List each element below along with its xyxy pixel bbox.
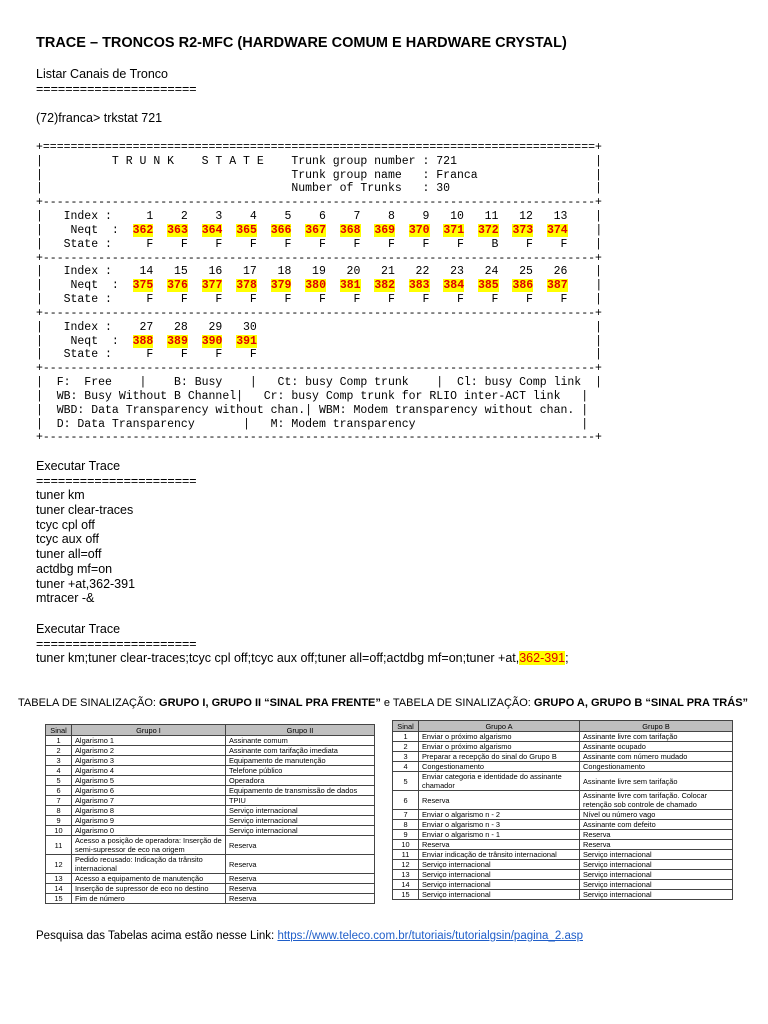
- column-header: Sinal: [46, 725, 72, 736]
- signal-meaning: Reserva: [226, 836, 375, 855]
- signal-number: 10: [46, 826, 72, 836]
- signal-meaning: Pedido recusado: Indicação da trânsito internacional: [72, 855, 226, 874]
- table-row: [46, 874, 375, 884]
- signal-meaning: Assinante livre com tarifação. Colocar retenção sob controle de chamado: [580, 791, 733, 810]
- signal-meaning: Algarismo 6: [72, 786, 226, 796]
- neqt-value: 371: [443, 223, 465, 237]
- neqt-value: 369: [374, 223, 396, 237]
- list-trunk-section: [36, 67, 197, 96]
- neqt-value: 385: [477, 279, 499, 293]
- signal-meaning: Serviço internacional: [580, 870, 733, 880]
- signal-meaning: Equipamento de transmissão de dados: [226, 786, 375, 796]
- table-row: [46, 836, 375, 855]
- signal-meaning: Algarismo 0: [72, 826, 226, 836]
- signal-meaning: Enviar o algarismo n - 2: [419, 810, 580, 820]
- neqt-value: 375: [132, 279, 154, 293]
- signal-meaning: Enviar o próximo algarismo: [419, 732, 580, 742]
- table-row: [46, 884, 375, 894]
- table-row: [46, 894, 375, 904]
- execute-trace-section: [36, 459, 197, 606]
- signal-number: 11: [393, 850, 419, 860]
- page-title: TRACE – TRONCOS R2-MFC (HARDWARE COMUM E HARDWARE CRYSTAL): [36, 35, 567, 51]
- neqt-value: 381: [339, 279, 361, 293]
- table-row: [46, 766, 375, 776]
- neqt-value: 380: [305, 279, 326, 293]
- signal-number: 15: [393, 890, 419, 900]
- table-header-row: [393, 721, 733, 732]
- signal-meaning: Assinante com número mudado: [580, 752, 733, 762]
- signal-meaning: Enviar o próximo algarismo: [419, 742, 580, 752]
- signal-meaning: Equipamento de manutenção: [226, 756, 375, 766]
- signal-meaning: Serviço internacional: [580, 890, 733, 900]
- signal-number: 11: [46, 836, 72, 855]
- signal-meaning: Assinante ocupado: [580, 742, 733, 752]
- column-header: Grupo A: [419, 721, 580, 732]
- neqt-value: 374: [547, 223, 568, 237]
- table-row: [393, 791, 733, 810]
- signal-number: 5: [393, 772, 419, 791]
- signal-number: 9: [46, 816, 72, 826]
- trace-command: tuner km: [36, 488, 85, 503]
- signal-meaning: Reserva: [580, 830, 733, 840]
- trace-command: tuner all=off: [36, 547, 102, 562]
- signal-meaning: Preparar a recepção do sinal do Grupo B: [419, 752, 580, 762]
- signal-meaning: Assinante comum: [226, 736, 375, 746]
- table-row: [46, 855, 375, 874]
- section-heading: Executar Trace: [36, 459, 121, 473]
- signal-number: 9: [393, 830, 419, 840]
- signal-meaning: Serviço internacional: [419, 890, 580, 900]
- signal-number: 5: [46, 776, 72, 786]
- table-row: [393, 870, 733, 880]
- signal-meaning: Assinante livre com tarifação: [580, 732, 733, 742]
- section-rule: ======================: [36, 81, 197, 96]
- neqt-value: 372: [477, 223, 499, 237]
- signal-meaning: Reserva: [226, 874, 375, 884]
- signal-number: 12: [393, 860, 419, 870]
- signal-number: 1: [393, 732, 419, 742]
- signal-meaning: Algarismo 7: [72, 796, 226, 806]
- signal-meaning: Reserva: [226, 884, 375, 894]
- signal-meaning: Operadora: [226, 776, 375, 786]
- signal-meaning: Fim de número: [72, 894, 226, 904]
- signal-meaning: Assinante livre sem tarifação: [580, 772, 733, 791]
- signal-meaning: Enviar o algarismo n - 1: [419, 830, 580, 840]
- signal-meaning: Serviço internacional: [419, 880, 580, 890]
- signal-meaning: TPIU: [226, 796, 375, 806]
- neqt-value: 390: [201, 334, 223, 348]
- section-heading: Executar Trace: [36, 622, 121, 636]
- table-row: [46, 826, 375, 836]
- neqt-value: 367: [305, 223, 326, 237]
- signaling-heading: TABELA DE SINALIZAÇÃO: GRUPO I, GRUPO II “SINAL PRA FRENTE” e TABELA DE SINALIZAÇÃO: GRUPO A, GRUPO B “SINAL PRA TRÁS”: [18, 697, 749, 709]
- column-header: Sinal: [393, 721, 419, 732]
- signal-number: 8: [46, 806, 72, 816]
- signal-meaning: Serviço internacional: [226, 806, 375, 816]
- table-row: [393, 860, 733, 870]
- neqt-value: 384: [443, 279, 465, 293]
- reference-link[interactable]: https://www.teleco.com.br/tutoriais/tutorialgsin/pagina_2.asp: [277, 930, 583, 942]
- trace-command: actdbg mf=on: [36, 561, 113, 576]
- signal-number: 14: [393, 880, 419, 890]
- table-row: [393, 890, 733, 900]
- neqt-value: 377: [201, 279, 223, 293]
- table-row: [46, 796, 375, 806]
- table-row: [393, 840, 733, 850]
- table-row: [393, 850, 733, 860]
- neqt-value: 373: [512, 223, 534, 237]
- neqt-value: 389: [167, 334, 188, 348]
- neqt-value: 365: [236, 223, 257, 237]
- oneline-command: tuner km;tuner clear-traces;tcyc cpl off;tcyc aux off;tuner all=off;actdbg mf=on;tuner +at,362-391;: [36, 651, 569, 666]
- neqt-value: 382: [374, 279, 396, 293]
- signal-meaning: Reserva: [226, 894, 375, 904]
- signal-meaning: Serviço internacional: [419, 860, 580, 870]
- table-header-row: [46, 725, 375, 736]
- signal-number: 8: [393, 820, 419, 830]
- neqt-value: 368: [339, 223, 361, 237]
- signal-meaning: Inserção de supressor de eco no destino: [72, 884, 226, 894]
- section-rule: ======================: [36, 473, 197, 488]
- trkstat-command: (72)franca> trkstat 721: [36, 111, 163, 125]
- signal-meaning: Algarismo 1: [72, 736, 226, 746]
- signal-number: 2: [393, 742, 419, 752]
- signal-number: 14: [46, 884, 72, 894]
- signal-meaning: Congestionamento: [419, 762, 580, 772]
- signal-number: 4: [46, 766, 72, 776]
- trace-command: tcyc cpl off: [36, 517, 95, 532]
- trace-command: tuner +at,362-391: [36, 576, 136, 591]
- table-row: [46, 786, 375, 796]
- signal-number: 12: [46, 855, 72, 874]
- signal-meaning: Reserva: [580, 840, 733, 850]
- highlighted-range: 362-391: [519, 651, 566, 666]
- signal-number: 2: [46, 746, 72, 756]
- table-row: [393, 820, 733, 830]
- table-row: [393, 732, 733, 742]
- signal-meaning: Algarismo 8: [72, 806, 226, 816]
- neqt-value: 386: [512, 279, 534, 293]
- column-header: Grupo I: [72, 725, 226, 736]
- table-row: [393, 810, 733, 820]
- signal-meaning: Serviço internacional: [226, 816, 375, 826]
- neqt-value: 391: [236, 334, 257, 348]
- footer-reference: Pesquisa das Tabelas acima estão nesse Link: https://www.teleco.com.br/tutoriais/tutorialgsin/pagina_2.asp: [36, 930, 583, 942]
- signal-number: 13: [393, 870, 419, 880]
- signal-meaning: Congestionamento: [580, 762, 733, 772]
- signal-meaning: Algarismo 9: [72, 816, 226, 826]
- signal-meaning: Algarismo 2: [72, 746, 226, 756]
- signal-meaning: Telefone público: [226, 766, 375, 776]
- table-row: [46, 736, 375, 746]
- signal-meaning: Assinante com tarifação imediata: [226, 746, 375, 756]
- neqt-value: 366: [270, 223, 292, 237]
- signal-meaning: Algarismo 3: [72, 756, 226, 766]
- signal-number: 6: [393, 791, 419, 810]
- signal-meaning: Acesso a posição de operadora: Inserção de semi-supressor de eco na origem: [72, 836, 226, 855]
- column-header: Grupo II: [226, 725, 375, 736]
- execute-trace-oneline-section: [36, 622, 569, 666]
- neqt-value: 370: [408, 223, 430, 237]
- trunk-state-table: +================================================================================+ | T R U N K S T A T E Trunk group number : 721 | | Trunk group name : Franca | | Number of Trunks : 30 | +--------------------------------------------------------------------------------+ | Index : 1 2 3 4 5 6 7 8 9 10 11 12 13 | | Neqt : 362 363 364 365 366 367 368 369 370 371 372 373 374 | | State : F F F F F F F F F F B F F | +--------------------------------------------------------------------------------+ | Index : 14 15 16 17 18 19 20 21 22 23 24 25 26 | | Neqt : 375 376 377 378 379 380 381 382 383 384 385 386 387 | | State : F F F F F F F F F F F F F | +--------------------------------------------------------------------------------+ | Index : 27 28 29 30 | | Neqt : 388 389 390 391 | | State : F F F F | +--------------------------------------------------------------------------------+ | F: Free | B: Busy | Ct: busy Comp trunk | Cl: busy Comp link | | WB: Busy Without B Channel| Cr: busy Comp trunk for RLIO inter-ACT link | | WBD: Data Transparency without chan.| WBM: Modem transparency without chan. | | D: Data Transparency | M: Modem transparency | +--------------------------------------------------------------------------------+: [36, 141, 603, 445]
- signal-meaning: Reserva: [419, 840, 580, 850]
- neqt-value: 362: [132, 223, 154, 237]
- signal-meaning: Enviar indicação de trânsito internacional: [419, 850, 580, 860]
- signal-meaning: Algarismo 4: [72, 766, 226, 776]
- table-row: [46, 816, 375, 826]
- signal-meaning: Serviço internacional: [580, 880, 733, 890]
- trace-command: mtracer -&: [36, 591, 95, 606]
- signal-number: 10: [393, 840, 419, 850]
- signal-meaning: Algarismo 5: [72, 776, 226, 786]
- signal-meaning: Acesso a equipamento de manutenção: [72, 874, 226, 884]
- signal-meaning: Enviar o algarismo n - 3: [419, 820, 580, 830]
- signal-meaning: Serviço internacional: [226, 826, 375, 836]
- neqt-value: 364: [201, 223, 223, 237]
- table-row: [393, 762, 733, 772]
- signal-table-backward: [392, 720, 733, 900]
- table-row: [393, 742, 733, 752]
- trace-command: tuner clear-traces: [36, 503, 134, 518]
- signal-meaning: Reserva: [419, 791, 580, 810]
- neqt-value: 376: [167, 279, 188, 293]
- trace-command: tcyc aux off: [36, 532, 99, 547]
- signal-number: 13: [46, 874, 72, 884]
- neqt-value: 378: [236, 279, 257, 293]
- signal-table-forward: [45, 724, 375, 904]
- section-rule: ======================: [36, 636, 197, 651]
- signal-number: 3: [393, 752, 419, 762]
- signal-meaning: Nível ou número vago: [580, 810, 733, 820]
- signal-meaning: Serviço internacional: [580, 850, 733, 860]
- table-row: [393, 880, 733, 890]
- signal-meaning: Serviço internacional: [419, 870, 580, 880]
- signal-meaning: Serviço internacional: [580, 860, 733, 870]
- column-header: Grupo B: [580, 721, 733, 732]
- table-row: [46, 806, 375, 816]
- signal-meaning: Enviar categoria e identidade do assinante chamador: [419, 772, 580, 791]
- neqt-value: 388: [132, 334, 154, 348]
- signal-number: 6: [46, 786, 72, 796]
- table-row: [393, 830, 733, 840]
- signal-meaning: Assinante com defeito: [580, 820, 733, 830]
- neqt-value: 379: [270, 279, 292, 293]
- signal-number: 1: [46, 736, 72, 746]
- neqt-value: 383: [408, 279, 430, 293]
- table-row: [393, 752, 733, 762]
- signal-number: 15: [46, 894, 72, 904]
- table-row: [46, 746, 375, 756]
- table-row: [393, 772, 733, 791]
- table-row: [46, 776, 375, 786]
- signal-meaning: Reserva: [226, 855, 375, 874]
- neqt-value: 363: [167, 223, 188, 237]
- signal-number: 7: [393, 810, 419, 820]
- neqt-value: 387: [547, 279, 568, 293]
- signal-number: 3: [46, 756, 72, 766]
- section-heading: Listar Canais de Tronco: [36, 67, 169, 81]
- signal-number: 7: [46, 796, 72, 806]
- signal-number: 4: [393, 762, 419, 772]
- table-row: [46, 756, 375, 766]
